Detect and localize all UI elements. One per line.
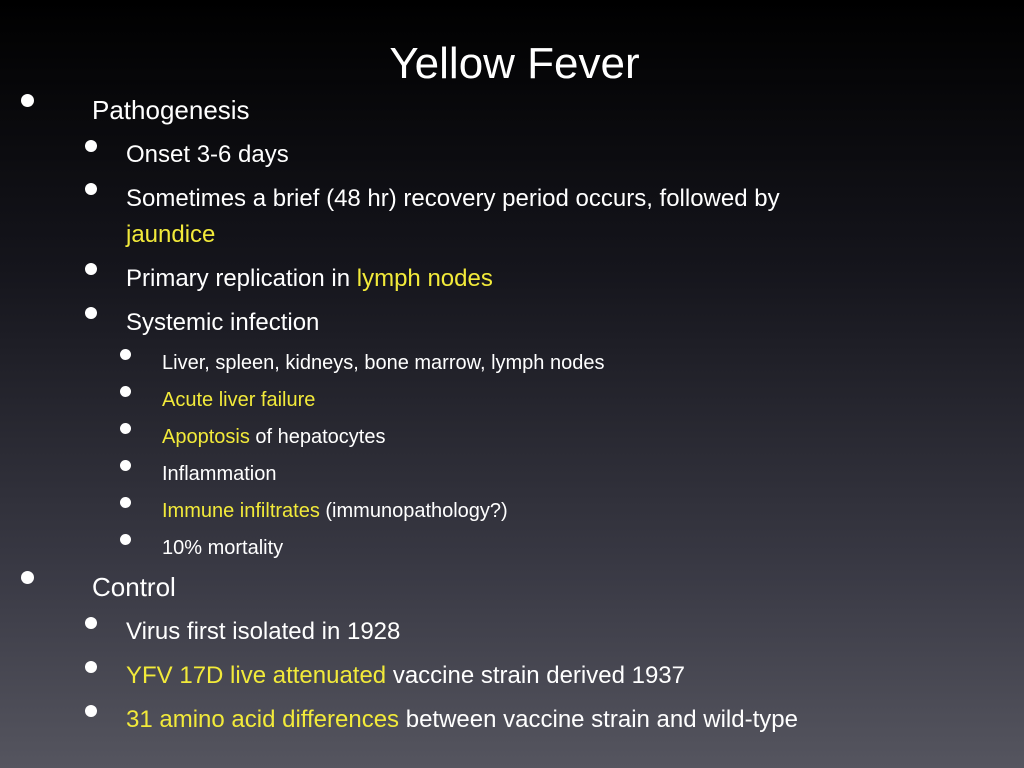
bullet-icon — [21, 571, 34, 584]
vaccine-highlight: YFV 17D live attenuated — [126, 662, 387, 689]
replication-item — [126, 261, 493, 297]
replication-highlight: lymph nodes — [356, 265, 493, 292]
isolated-item: Virus first isolated in 1928 — [126, 618, 401, 645]
vaccine-item — [126, 658, 685, 694]
apoptosis-item — [162, 424, 386, 450]
recovery-item: Sometimes a brief (48 hr) recovery period occurs, followed by — [126, 185, 780, 212]
immune-item — [162, 498, 508, 524]
bullet-icon — [85, 617, 97, 629]
apoptosis-text: of hepatocytes — [249, 426, 386, 448]
pathogenesis-heading: Pathogenesis — [92, 95, 250, 125]
amino-item — [126, 702, 798, 738]
bullet-icon — [21, 94, 34, 107]
liver-failure-item: Acute liver failure — [162, 389, 316, 411]
control-heading: Control — [92, 572, 176, 602]
amino-text: between vaccine strain and wild-type — [399, 706, 798, 733]
bullet-icon — [85, 263, 97, 275]
bullet-icon — [120, 460, 131, 471]
bullet-icon — [85, 661, 97, 673]
replication-text: Primary replication in — [126, 265, 357, 292]
bullet-icon — [120, 423, 131, 434]
recovery-item-jaundice: jaundice — [126, 221, 216, 248]
onset-item: Onset 3-6 days — [126, 141, 289, 168]
systemic-item: Systemic infection — [126, 309, 320, 336]
bullet-icon — [120, 534, 131, 545]
immune-highlight: Immune infiltrates — [162, 500, 320, 522]
inflammation-item: Inflammation — [162, 463, 277, 485]
slide-title: Yellow Fever — [389, 39, 640, 88]
bullet-icon — [120, 386, 131, 397]
bullet-icon — [120, 349, 131, 360]
bullet-icon — [120, 497, 131, 508]
organs-item: Liver, spleen, kidneys, bone marrow, lymph nodes — [162, 352, 605, 374]
bullet-icon — [85, 705, 97, 717]
mortality-item: 10% mortality — [162, 537, 284, 559]
vaccine-text: vaccine strain derived 1937 — [386, 662, 685, 689]
bullet-icon — [85, 307, 97, 319]
amino-highlight: 31 amino acid differences — [126, 706, 400, 733]
apoptosis-highlight: Apoptosis — [162, 426, 250, 448]
bullet-icon — [85, 140, 97, 152]
immune-text: (immunopathology?) — [319, 500, 508, 522]
bullet-icon — [85, 183, 97, 195]
